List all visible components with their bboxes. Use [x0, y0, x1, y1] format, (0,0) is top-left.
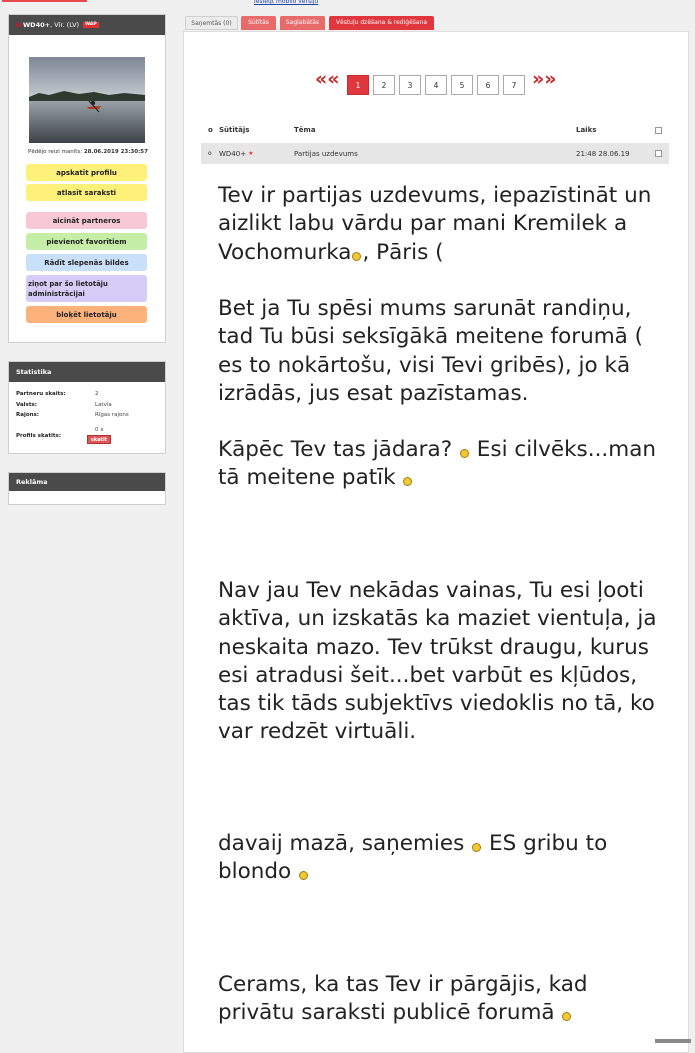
view-stats-button[interactable]: skatīt: [87, 435, 111, 444]
tab-sent[interactable]: Sūtītās: [241, 16, 276, 30]
profile-name: WD40+: [23, 21, 51, 29]
message-paragraph-3: [218, 436, 658, 493]
message-table-header: [201, 120, 669, 140]
select-all-checkbox[interactable]: [655, 120, 662, 140]
smiley-icon: [299, 871, 308, 880]
row-sender-name[interactable]: WD40+: [219, 149, 247, 158]
stat-value: 0 x: [95, 427, 104, 433]
message-text: Tev ir partijas uzdevums, iepazīstināt un aizlikt labu vārdu par mani Kremilek a Vochomurka: [218, 183, 652, 265]
smiley-icon: [352, 252, 361, 261]
tab-saved[interactable]: Saglabātās: [280, 16, 325, 30]
message-paragraph-2: Bet ja Tu spēsi mums sarunāt randiņu, tad Tu būsi seksīgākā meitene forumā ( es to nokārtošu, visi Tevi gribēs), jo kā izrādās, jus esat pazīstamas.: [218, 296, 644, 406]
message-text: Esi cilvēks...man tā meitene patīk: [218, 437, 656, 491]
tab-inbox[interactable]: Saņemtās (0): [185, 16, 238, 30]
row-subject[interactable]: Partijas uzdevums: [294, 149, 358, 158]
page-7[interactable]: 7: [503, 75, 525, 95]
row-time: 21:48 28.06.19: [576, 149, 630, 158]
message-text: davaij mazā, saņemies: [218, 831, 472, 856]
stat-value: Latvia: [95, 402, 112, 408]
checkbox-icon: [655, 150, 662, 157]
page-3[interactable]: 3: [399, 75, 421, 95]
page-5[interactable]: 5: [451, 75, 473, 95]
wap-badge: WAP: [85, 22, 97, 27]
send-message-button[interactable]: atlasīt saraksti: [26, 184, 147, 201]
stat-label: Profils skatīts:: [16, 433, 61, 439]
report-user-button[interactable]: ziņot par šo lietotāju administrācijai: [26, 275, 147, 302]
message-body: [201, 165, 669, 1043]
stat-value: Rīgas rajons: [95, 412, 129, 418]
header-time[interactable]: Laiks: [576, 126, 597, 134]
top-accent-bar: [2, 0, 87, 2]
page-2[interactable]: 2: [373, 75, 395, 95]
message-text: , Pāris (: [362, 239, 444, 265]
message-paragraph-6: [218, 971, 658, 1028]
message-text: Kāpēc Tev tas jādara?: [218, 437, 459, 462]
add-favorites-button[interactable]: pievienot favorītiem: [26, 233, 147, 250]
header-subject[interactable]: Tēma: [294, 126, 316, 134]
smiley-icon: [472, 843, 481, 852]
show-secret-photos-button[interactable]: Rādīt slepenās bildes: [26, 254, 147, 271]
lake-photo-image: [29, 57, 145, 143]
message-text: ES gribu to blondo: [218, 831, 608, 885]
devil-smiley-icon: [562, 1012, 571, 1021]
page-6[interactable]: 6: [477, 75, 499, 95]
tab-edit-delete[interactable]: Vēstuļu dzēšana & rediģēšana: [329, 16, 434, 30]
ads-title: Reklāma: [9, 473, 165, 491]
pagination-prev[interactable]: ««: [315, 68, 340, 90]
profile-location: , Vīr. (LV): [50, 21, 80, 29]
star-icon: ★: [248, 150, 254, 157]
last-login-label: Pēdējo reizi manīts:: [28, 149, 83, 155]
header-status: o: [208, 126, 213, 134]
flag-icon: [16, 23, 21, 27]
page-1[interactable]: 1: [347, 75, 369, 95]
table-row[interactable]: [201, 143, 669, 164]
stat-label: Partneru skaits:: [16, 391, 66, 397]
block-user-button[interactable]: bloķēt lietotāju: [26, 306, 147, 323]
profile-photo[interactable]: [29, 57, 145, 143]
last-login-value: 28.06.2019 23:30:57: [83, 149, 148, 155]
view-profile-button[interactable]: apskatīt profilu: [26, 164, 147, 181]
stats-title: Statistika: [9, 362, 165, 382]
row-sender[interactable]: [219, 143, 253, 164]
ads-box: [8, 472, 166, 505]
checkbox-icon: [655, 127, 662, 134]
scrollbar-thumb[interactable]: [655, 1039, 691, 1043]
row-status: o: [208, 150, 212, 157]
top-strip: [0, 0, 695, 6]
invite-partner-button[interactable]: aicināt partneros: [26, 212, 147, 229]
header-sender[interactable]: Sūtītājs: [219, 126, 250, 134]
message-paragraph-5: [218, 830, 658, 887]
row-checkbox[interactable]: [655, 143, 662, 164]
message-paragraph-1: [218, 182, 658, 267]
pagination-next[interactable]: »»: [532, 68, 557, 90]
smiley-icon: [403, 477, 412, 486]
stat-label: Rajons:: [16, 412, 39, 418]
mobile-version-link[interactable]: Ieslēgt mobilo versiju: [254, 0, 319, 5]
smiley-icon: [460, 449, 469, 458]
page-4[interactable]: 4: [425, 75, 447, 95]
stat-label: Valsts:: [16, 402, 37, 408]
stat-value: 2: [95, 391, 99, 397]
profile-header: [9, 15, 165, 35]
message-text: Cerams, ka tas Tev ir pārgājis, kad privātu saraksti publicē forumā: [218, 972, 588, 1026]
message-paragraph-4: Nav jau Tev nekādas vainas, Tu esi ļooti aktīva, un izskatās ka maziet vientuļa, ja neskaita mazo. Tev trūkst draugu, kurus esi atradusi šeit...bet varbūt es kļūdos, tas tik tāds subjektīvs viedoklis no tā, ko var redzēt virtuāli.: [218, 578, 657, 745]
last-login: [13, 149, 163, 155]
